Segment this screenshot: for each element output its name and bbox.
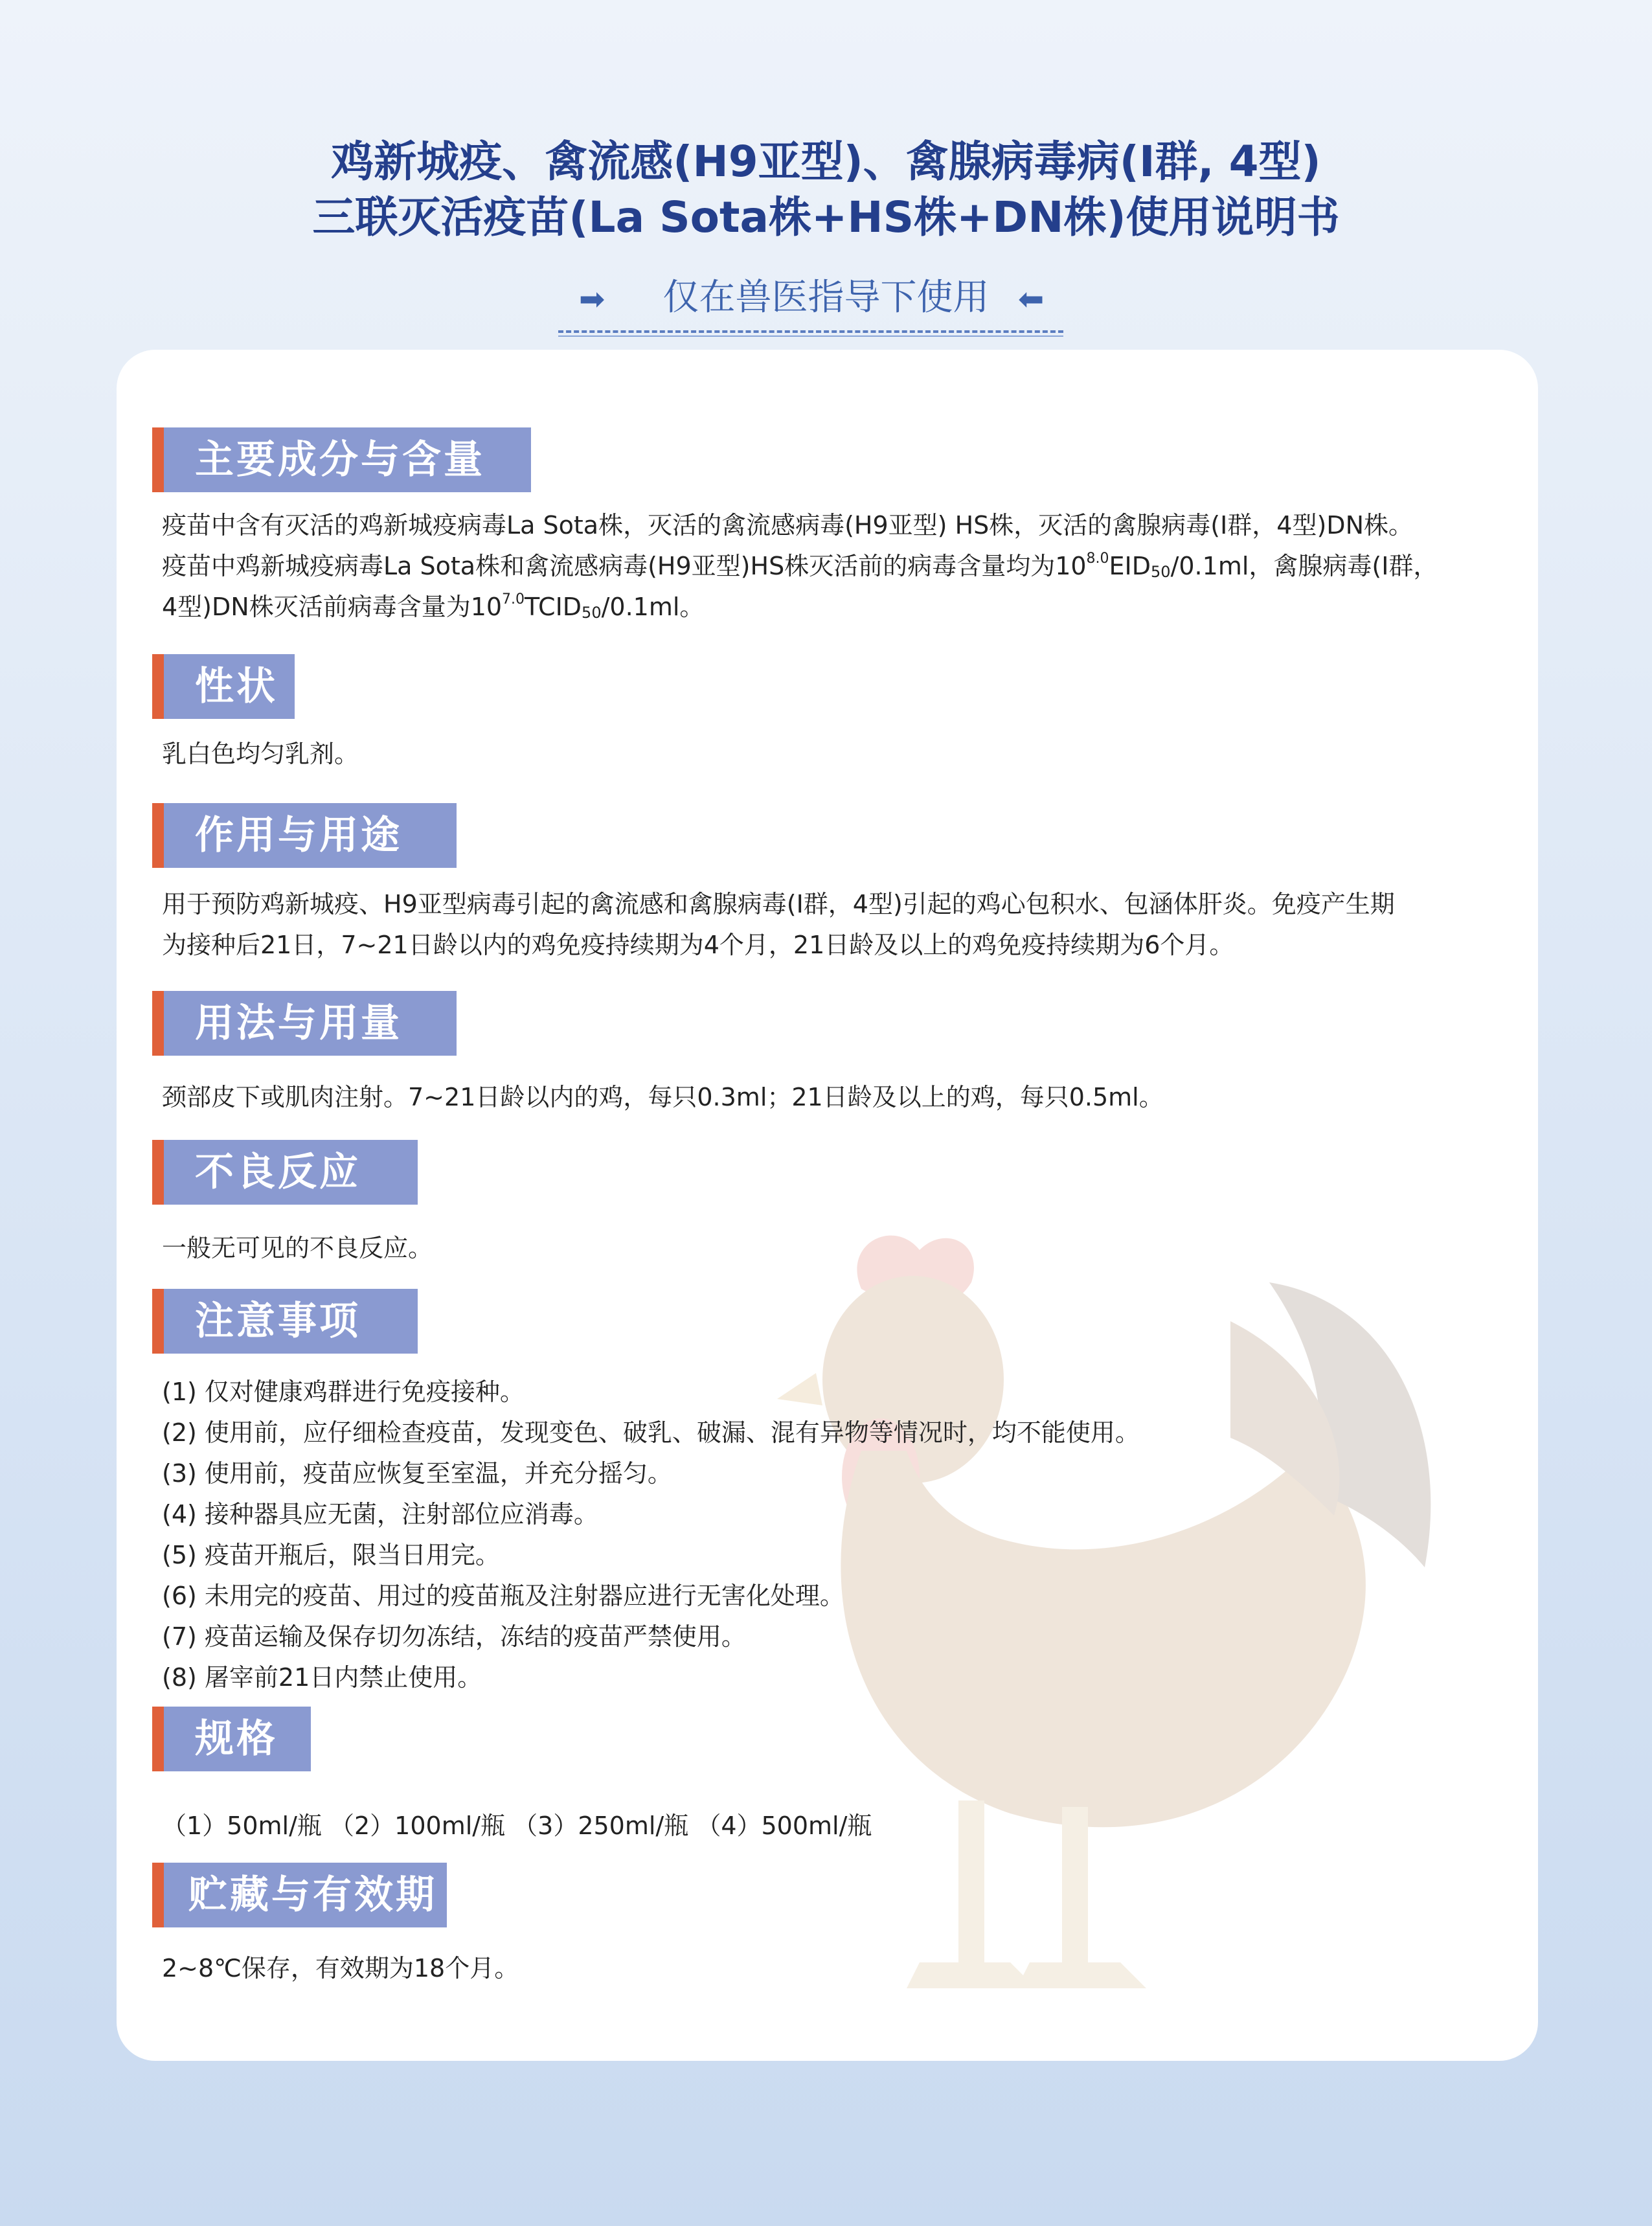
precautions-list [162, 1372, 1509, 1698]
precaution-item: (3) 使用前，疫苗应恢复至室温，并充分摇匀。 [162, 1459, 672, 1488]
subtitle-banner [0, 272, 1652, 337]
section-header-specs: 规格 [152, 1707, 311, 1771]
composition-line-2-part-a: 疫苗中鸡新城疫病毒La Sota株和禽流感病毒(H9亚型)HS株灭活前的病毒含量均为10 [162, 552, 1087, 580]
section-header-properties: 性状 [152, 654, 295, 719]
vet-use-only-note: 仅在兽医指导下使用 [662, 277, 990, 319]
adverse-text: 一般无可见的不良反应。 [162, 1234, 433, 1262]
precaution-item: (1) 仅对健康鸡群进行免疫接种。 [162, 1378, 525, 1406]
composition-line-3-part-a: 4型)DN株灭活前病毒含量为10 [162, 593, 503, 621]
composition-line-3-exponent: 7.0 [502, 591, 525, 608]
precaution-item: (8) 屠宰前21日内禁止使用。 [162, 1663, 482, 1692]
dosage-text: 颈部皮下或肌肉注射。7~21日龄以内的鸡，每只0.3ml；21日龄及以上的鸡，每只0.5ml。 [162, 1083, 1164, 1111]
section-header-dosage: 用法与用量 [152, 991, 457, 1056]
section-header-usage: 作用与用途 [152, 803, 457, 868]
composition-line-3 [162, 587, 1509, 628]
precaution-item: (5) 疫苗开瓶后，限当日用完。 [162, 1541, 500, 1569]
composition-line-3-part-b: TCID [525, 593, 582, 621]
properties-text: 乳白色均匀乳剂。 [162, 740, 359, 768]
composition-text [162, 505, 1509, 628]
composition-line-2-part-c: /0.1ml，禽腺病毒(I群， [1170, 552, 1438, 580]
section-header-composition: 主要成分与含量 [152, 427, 531, 492]
composition-line-2-subscript: 50 [1151, 563, 1171, 581]
precaution-item: (7) 疫苗运输及保存切勿冻结，冻结的疫苗严禁使用。 [162, 1622, 746, 1651]
usage-line-2: 为接种后21日，7~21日龄以内的鸡免疫持续期为4个月，21日龄及以上的鸡免疫持续期为6个月。 [162, 931, 1234, 959]
section-header-storage: 贮藏与有效期 [152, 1863, 447, 1927]
underline-divider [558, 335, 1063, 337]
section-header-precautions: 注意事项 [152, 1289, 418, 1354]
usage-line-1: 用于预防鸡新城疫、H9亚型病毒引起的禽流感和禽腺病毒(I群，4型)引起的鸡心包积水、包涵体肝炎。免疫产生期 [162, 890, 1395, 918]
arrow-left-icon: ⬅ [1018, 281, 1045, 317]
composition-line-3-part-c: /0.1ml。 [601, 593, 705, 621]
title-line-1: 鸡新城疫、禽流感(H9亚型)、禽腺病毒病(I群, 4型) [331, 137, 1321, 187]
composition-line-1: 疫苗中含有灭活的鸡新城疫病毒La Sota株，灭活的禽流感病毒(H9亚型) HS株，灭活的禽腺病毒(I群，4型)DN株。 [162, 511, 1413, 539]
composition-line-2 [162, 546, 1509, 587]
title-line-2: 三联灭活疫苗(La Sota株+HS株+DN株)使用说明书 [312, 192, 1340, 242]
composition-line-2-part-b: EID [1109, 552, 1151, 580]
composition-line-2-exponent: 8.0 [1086, 551, 1109, 567]
dashed-divider [558, 330, 1063, 333]
precaution-item: (4) 接种器具应无菌，注射部位应消毒。 [162, 1500, 598, 1528]
specs-text: （1）50ml/瓶 （2）100ml/瓶 （3）250ml/瓶 （4）500ml/瓶 [162, 1811, 872, 1840]
section-header-adverse: 不良反应 [152, 1140, 418, 1205]
composition-line-3-subscript: 50 [582, 604, 602, 622]
precaution-item: (6) 未用完的疫苗、用过的疫苗瓶及注射器应进行无害化处理。 [162, 1582, 844, 1610]
usage-text [162, 884, 1509, 966]
precaution-item: (2) 使用前，应仔细检查疫苗，发现变色、破乳、破漏、混有异物等情况时，均不能使用。 [162, 1418, 1140, 1447]
storage-text: 2~8℃保存，有效期为18个月。 [162, 1954, 519, 1982]
arrow-right-icon: ➡ [579, 281, 605, 317]
